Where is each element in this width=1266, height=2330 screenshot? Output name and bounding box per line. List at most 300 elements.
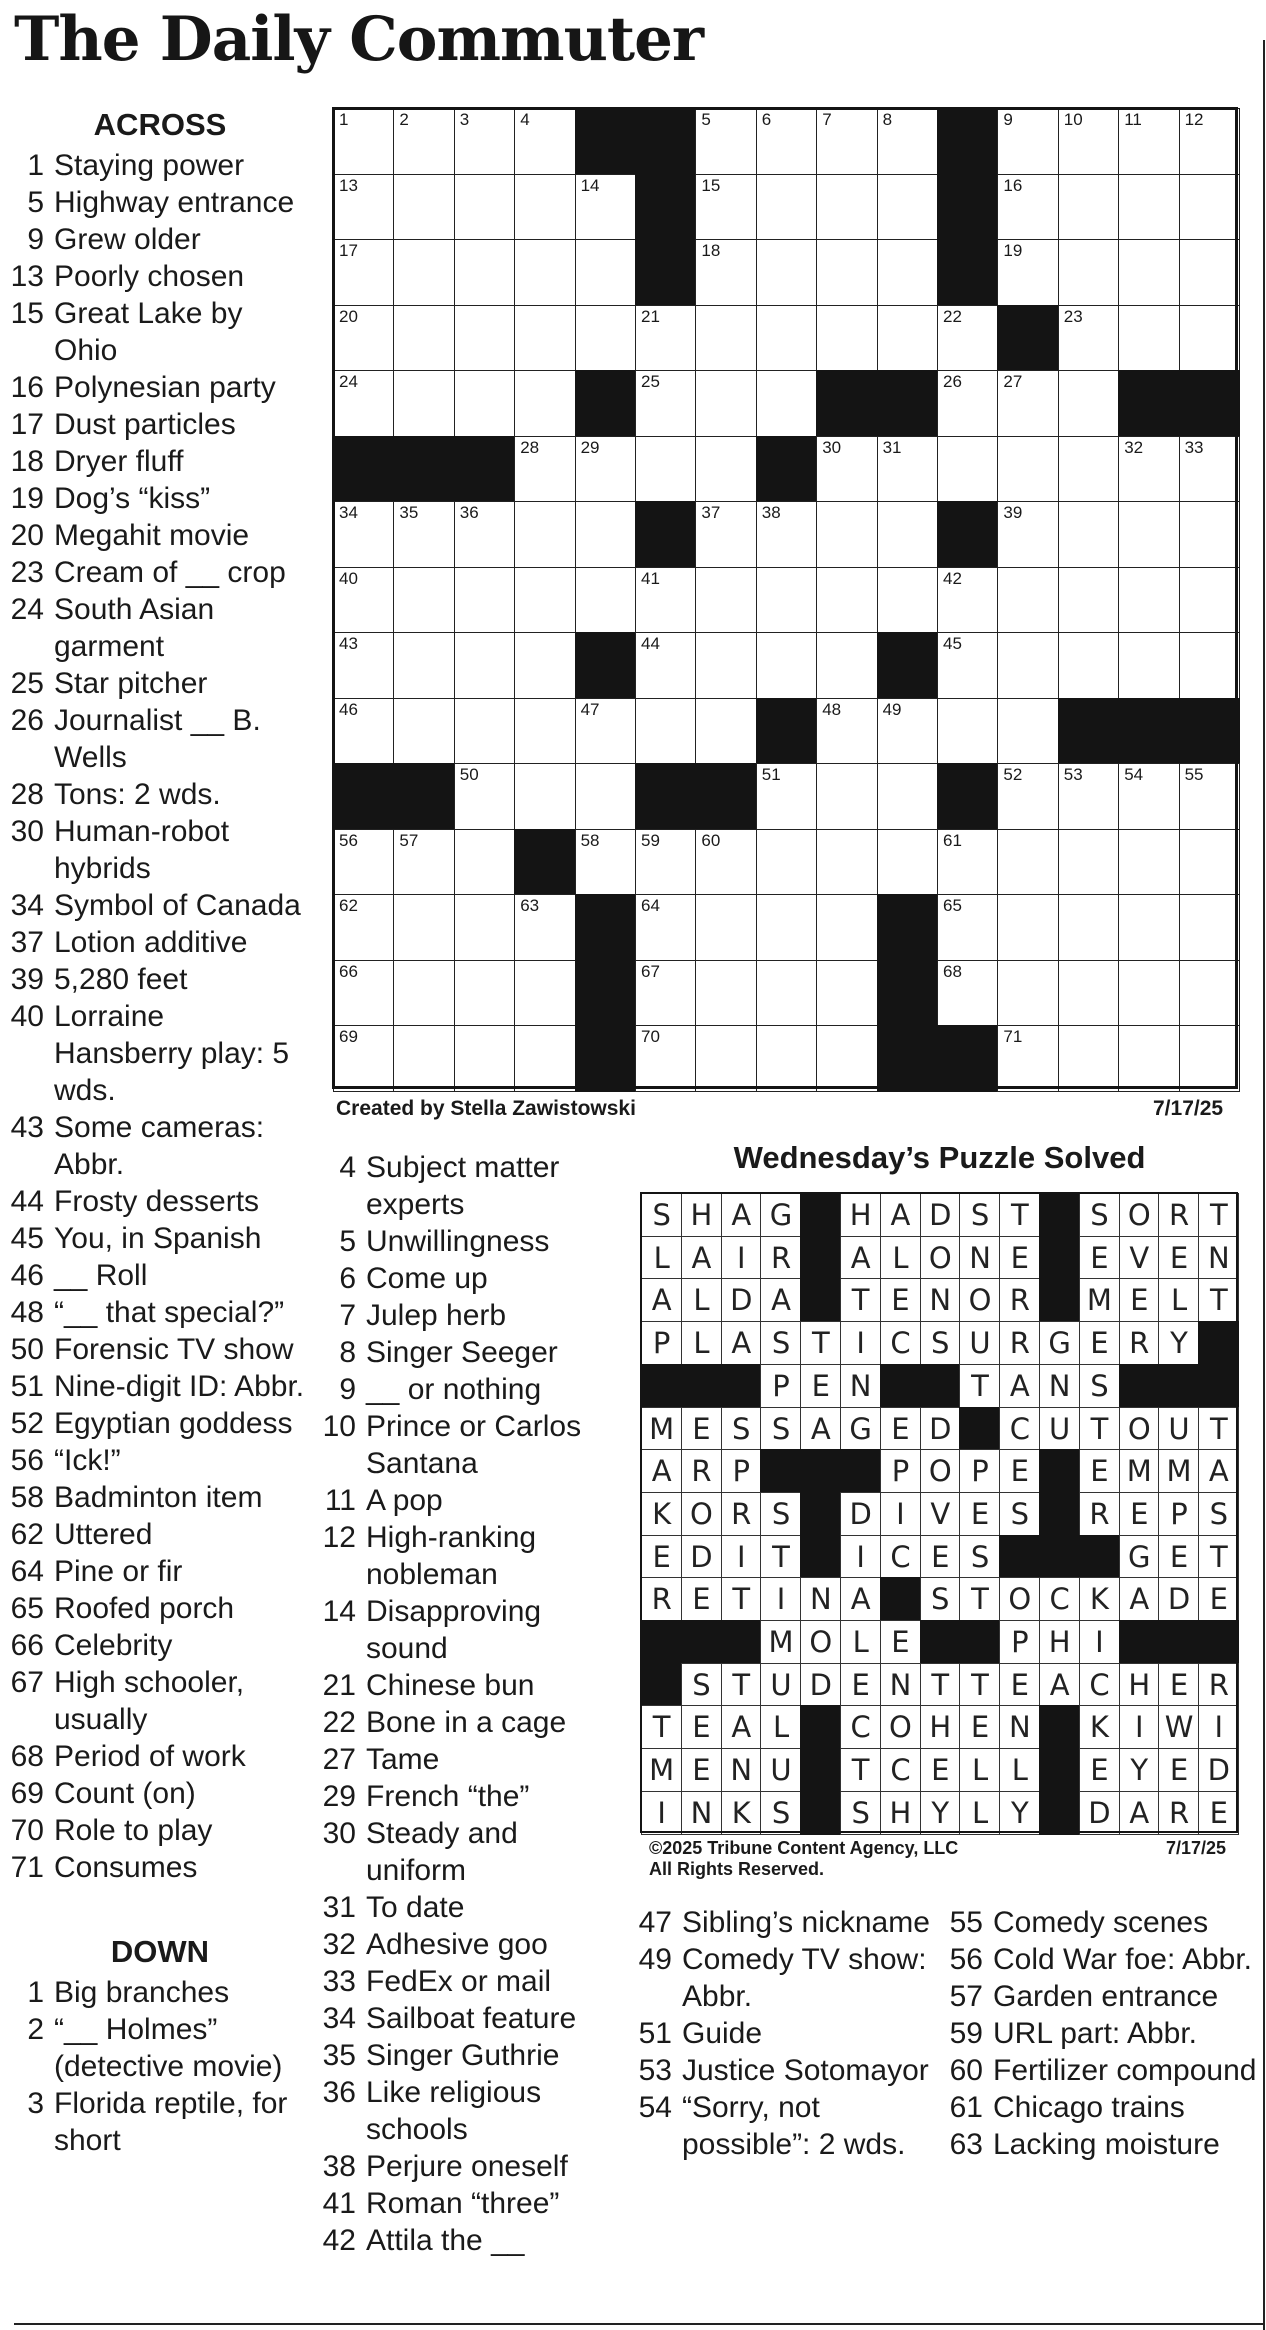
- grid-cell[interactable]: [1058, 763, 1120, 830]
- grid-cell[interactable]: [333, 567, 395, 634]
- grid-cell[interactable]: [695, 829, 757, 896]
- grid-cell[interactable]: [454, 632, 516, 699]
- grid-cell[interactable]: [756, 960, 818, 1027]
- grid-cell[interactable]: [816, 108, 878, 175]
- solution-letter: D: [840, 1492, 881, 1536]
- grid-cell[interactable]: [454, 108, 516, 175]
- grid-cell[interactable]: [997, 1025, 1059, 1092]
- clue-text: Chicago trains: [993, 2091, 1185, 2124]
- solution-letter: C: [880, 1535, 921, 1579]
- solution-block: [880, 1364, 921, 1408]
- grid-cell[interactable]: [333, 174, 395, 241]
- grid-cell[interactable]: [514, 763, 576, 830]
- solution-letter: C: [1079, 1663, 1120, 1707]
- grid-cell[interactable]: [937, 894, 999, 961]
- grid-cell[interactable]: [333, 108, 395, 175]
- grid-cell[interactable]: [997, 174, 1059, 241]
- solution-letter: T: [1198, 1278, 1239, 1322]
- solution-letter: P: [959, 1449, 1000, 1493]
- grid-cell[interactable]: [816, 436, 878, 503]
- grid-cell[interactable]: [1118, 174, 1180, 241]
- grid-cell[interactable]: [454, 501, 516, 568]
- clue-text: To date: [366, 1891, 465, 1924]
- solution-block: [800, 1535, 841, 1579]
- clue-number: 1: [27, 1976, 44, 2009]
- clue-number: 11: [324, 1484, 356, 1517]
- solution-letter: V: [920, 1492, 961, 1536]
- grid-cell[interactable]: [1179, 239, 1241, 306]
- grid-cell[interactable]: [1179, 1025, 1241, 1092]
- grid-cell[interactable]: [1058, 960, 1120, 1027]
- clue-number: 30: [10, 815, 44, 848]
- grid-cell[interactable]: [393, 1025, 455, 1092]
- grid-cell[interactable]: [454, 829, 516, 896]
- grid-cell[interactable]: [1179, 894, 1241, 961]
- solution-block: [1039, 1492, 1080, 1536]
- solution-letter: S: [1079, 1193, 1120, 1237]
- grid-cell[interactable]: [1118, 632, 1180, 699]
- clue-number: 16: [10, 371, 44, 404]
- grid-cell[interactable]: [816, 632, 878, 699]
- grid-block: [816, 370, 878, 437]
- clue-item: [10, 961, 310, 998]
- cell-number: 59: [641, 830, 660, 850]
- grid-cell[interactable]: [997, 698, 1059, 765]
- clue-text: Cold War foe: Abbr.: [993, 1943, 1253, 1976]
- solution-letter: O: [1119, 1193, 1160, 1237]
- grid-cell[interactable]: [1179, 436, 1241, 503]
- cell-number: 10: [1063, 110, 1083, 129]
- grid-cell[interactable]: [454, 960, 516, 1027]
- clue-text: Comedy scenes: [993, 1906, 1209, 1939]
- grid-cell[interactable]: [937, 829, 999, 896]
- grid-cell[interactable]: [514, 305, 576, 372]
- solution-letter: E: [880, 1407, 921, 1451]
- clue-item: [10, 1220, 310, 1257]
- clue-number: 46: [10, 1259, 44, 1292]
- grid-cell[interactable]: [816, 763, 878, 830]
- grid-cell[interactable]: [454, 763, 516, 830]
- grid-cell[interactable]: [333, 1025, 395, 1092]
- grid-cell[interactable]: [1179, 632, 1241, 699]
- grid-cell[interactable]: [635, 436, 697, 503]
- grid-cell[interactable]: [997, 960, 1059, 1027]
- grid-block: [937, 501, 999, 568]
- masthead-title: The Daily Commuter: [14, 4, 704, 75]
- solution-letter: R: [999, 1321, 1040, 1365]
- grid-cell[interactable]: [635, 960, 697, 1027]
- grid-cell[interactable]: [454, 1025, 516, 1092]
- clue-text: Julep herb: [366, 1299, 507, 1332]
- clue-item: [638, 2052, 938, 2089]
- cell-number: 37: [701, 503, 721, 522]
- cell-number: 6: [761, 110, 772, 129]
- grid-cell[interactable]: [1118, 894, 1180, 961]
- grid-cell[interactable]: [937, 632, 999, 699]
- grid-cell[interactable]: [575, 763, 637, 830]
- grid-cell[interactable]: [816, 894, 878, 961]
- clue-text: Come up: [366, 1262, 488, 1295]
- grid-cell[interactable]: [756, 632, 818, 699]
- solution-letter: O: [959, 1278, 1000, 1322]
- grid-cell[interactable]: [877, 174, 939, 241]
- solution-letter: A: [721, 1705, 762, 1749]
- clue-item: [949, 2126, 1259, 2163]
- grid-cell[interactable]: [997, 436, 1059, 503]
- grid-cell[interactable]: [756, 763, 818, 830]
- grid-cell[interactable]: [393, 894, 455, 961]
- solution-letter: D: [1198, 1748, 1239, 1792]
- grid-cell[interactable]: [575, 698, 637, 765]
- grid-cell[interactable]: [1058, 894, 1120, 961]
- grid-cell[interactable]: [333, 894, 395, 961]
- grid-cell[interactable]: [1118, 763, 1180, 830]
- clue-item: [10, 369, 310, 406]
- grid-cell[interactable]: [997, 763, 1059, 830]
- grid-cell[interactable]: [1058, 829, 1120, 896]
- clue-number: 70: [10, 1814, 44, 1847]
- grid-cell[interactable]: [937, 436, 999, 503]
- grid-cell[interactable]: [695, 174, 757, 241]
- clue-number: 35: [322, 2039, 356, 2072]
- grid-cell[interactable]: [937, 305, 999, 372]
- grid-cell[interactable]: [1179, 763, 1241, 830]
- grid-cell[interactable]: [514, 567, 576, 634]
- clue-item: [949, 2089, 1259, 2126]
- grid-cell[interactable]: [514, 632, 576, 699]
- grid-cell[interactable]: [635, 894, 697, 961]
- grid-cell[interactable]: [816, 567, 878, 634]
- grid-cell[interactable]: [997, 370, 1059, 437]
- grid-block: [393, 763, 455, 830]
- grid-cell[interactable]: [393, 567, 455, 634]
- grid-cell[interactable]: [635, 305, 697, 372]
- grid-cell[interactable]: [1179, 174, 1241, 241]
- clue-text: Perjure oneself: [366, 2150, 568, 2183]
- grid-cell[interactable]: [575, 567, 637, 634]
- grid-cell[interactable]: [695, 305, 757, 372]
- clue-text: “__ Holmes” (detective movie): [54, 2013, 283, 2083]
- grid-cell[interactable]: [333, 501, 395, 568]
- solution-letter: A: [760, 1278, 801, 1322]
- grid-cell[interactable]: [1058, 567, 1120, 634]
- grid-cell[interactable]: [756, 501, 818, 568]
- grid-cell[interactable]: [514, 1025, 576, 1092]
- grid-cell[interactable]: [333, 632, 395, 699]
- grid-cell[interactable]: [1179, 108, 1241, 175]
- grid-cell[interactable]: [877, 436, 939, 503]
- grid-cell[interactable]: [695, 960, 757, 1027]
- grid-cell[interactable]: [514, 370, 576, 437]
- grid-cell[interactable]: [997, 501, 1059, 568]
- grid-block: [454, 436, 516, 503]
- clue-text: Lotion additive: [54, 926, 248, 959]
- grid-cell[interactable]: [937, 567, 999, 634]
- grid-cell[interactable]: [997, 239, 1059, 306]
- grid-cell[interactable]: [1058, 370, 1120, 437]
- grid-cell[interactable]: [575, 239, 637, 306]
- grid-cell[interactable]: [1058, 436, 1120, 503]
- grid-cell[interactable]: [1118, 960, 1180, 1027]
- grid-cell[interactable]: [393, 698, 455, 765]
- grid-cell[interactable]: [695, 632, 757, 699]
- grid-block: [1179, 370, 1241, 437]
- grid-cell[interactable]: [877, 567, 939, 634]
- grid-cell[interactable]: [997, 567, 1059, 634]
- solution-letter: U: [760, 1748, 801, 1792]
- clue-number: 62: [10, 1518, 44, 1551]
- solution-letter: R: [1198, 1663, 1239, 1707]
- grid-cell[interactable]: [454, 567, 516, 634]
- grid-block: [575, 370, 637, 437]
- grid-cell[interactable]: [333, 829, 395, 896]
- clue-item: [10, 1775, 310, 1812]
- grid-cell[interactable]: [454, 239, 516, 306]
- grid-cell[interactable]: [695, 370, 757, 437]
- clue-text: Staying power: [54, 149, 245, 182]
- grid-cell[interactable]: [695, 239, 757, 306]
- grid-cell[interactable]: [1118, 829, 1180, 896]
- grid-cell[interactable]: [877, 763, 939, 830]
- grid-cell[interactable]: [333, 370, 395, 437]
- solution-letter: V: [1119, 1236, 1160, 1280]
- grid-cell[interactable]: [1118, 1025, 1180, 1092]
- grid-cell[interactable]: [514, 174, 576, 241]
- grid-cell[interactable]: [816, 239, 878, 306]
- solution-letter: E: [1158, 1236, 1199, 1280]
- solution-letter: O: [920, 1449, 961, 1493]
- grid-cell[interactable]: [877, 829, 939, 896]
- grid-cell[interactable]: [575, 829, 637, 896]
- grid-cell[interactable]: [695, 1025, 757, 1092]
- grid-cell[interactable]: [695, 698, 757, 765]
- grid-cell[interactable]: [997, 829, 1059, 896]
- grid-cell[interactable]: [454, 698, 516, 765]
- grid-cell[interactable]: [393, 632, 455, 699]
- cell-number: 64: [641, 896, 660, 915]
- grid-cell[interactable]: [635, 567, 697, 634]
- grid-cell[interactable]: [454, 174, 516, 241]
- grid-cell[interactable]: [816, 1025, 878, 1092]
- grid-cell[interactable]: [514, 436, 576, 503]
- grid-cell[interactable]: [575, 436, 637, 503]
- grid-cell[interactable]: [393, 829, 455, 896]
- grid-cell[interactable]: [393, 501, 455, 568]
- clue-item: [10, 295, 310, 369]
- grid-cell[interactable]: [1179, 567, 1241, 634]
- clue-number: 71: [10, 1851, 44, 1884]
- clue-number: 34: [10, 889, 44, 922]
- grid-cell[interactable]: [1118, 305, 1180, 372]
- clue-item: [638, 1904, 938, 1941]
- clue-text: Disapproving sound: [366, 1595, 542, 1665]
- clue-text: Garden entrance: [993, 1980, 1219, 2013]
- grid-cell[interactable]: [1058, 108, 1120, 175]
- cell-number: 35: [399, 503, 419, 522]
- grid-cell[interactable]: [635, 829, 697, 896]
- clue-item: [322, 1667, 622, 1704]
- grid-cell[interactable]: [756, 305, 818, 372]
- grid-cell[interactable]: [1118, 501, 1180, 568]
- clue-text: Count (on): [54, 1777, 196, 1810]
- grid-cell[interactable]: [514, 501, 576, 568]
- grid-cell[interactable]: [756, 370, 818, 437]
- clue-item: [10, 1479, 310, 1516]
- grid-cell[interactable]: [575, 174, 637, 241]
- grid-cell[interactable]: [997, 894, 1059, 961]
- solution-letter: L: [681, 1278, 722, 1322]
- clue-text: Bone in a cage: [366, 1706, 567, 1739]
- grid-cell[interactable]: [333, 305, 395, 372]
- clue-item: [10, 1664, 310, 1738]
- grid-cell[interactable]: [1058, 632, 1120, 699]
- grid-cell[interactable]: [816, 829, 878, 896]
- grid-cell[interactable]: [514, 960, 576, 1027]
- solution-block: [920, 1620, 961, 1664]
- grid-cell[interactable]: [454, 305, 516, 372]
- clue-number: 45: [10, 1222, 44, 1255]
- section-spacer: [10, 1886, 310, 1930]
- clue-text: Singer Guthrie: [366, 2039, 560, 2072]
- grid-cell[interactable]: [635, 698, 697, 765]
- solution-letter: G: [1039, 1321, 1080, 1365]
- grid-cell[interactable]: [756, 567, 818, 634]
- grid-cell[interactable]: [393, 108, 455, 175]
- solution-letter: A: [880, 1193, 921, 1237]
- clue-item: [322, 1593, 622, 1667]
- grid-cell[interactable]: [695, 108, 757, 175]
- solution-letter: I: [1198, 1705, 1239, 1749]
- grid-cell[interactable]: [454, 370, 516, 437]
- solution-letter: C: [880, 1748, 921, 1792]
- grid-cell[interactable]: [514, 108, 576, 175]
- grid-cell[interactable]: [1058, 501, 1120, 568]
- grid-cell[interactable]: [454, 894, 516, 961]
- grid-cell[interactable]: [333, 239, 395, 306]
- cell-number: 43: [339, 634, 358, 653]
- grid-cell[interactable]: [1118, 436, 1180, 503]
- grid-cell[interactable]: [393, 960, 455, 1027]
- grid-cell[interactable]: [575, 501, 637, 568]
- grid-cell[interactable]: [333, 698, 395, 765]
- solution-letter: D: [1158, 1577, 1199, 1621]
- grid-cell[interactable]: [1179, 829, 1241, 896]
- solution-letter: P: [880, 1449, 921, 1493]
- grid-cell[interactable]: [393, 239, 455, 306]
- grid-cell[interactable]: [937, 960, 999, 1027]
- solution-letter: R: [1119, 1321, 1160, 1365]
- grid-cell[interactable]: [937, 698, 999, 765]
- clue-number: 42: [322, 2224, 356, 2257]
- grid-cell[interactable]: [695, 436, 757, 503]
- grid-cell[interactable]: [695, 501, 757, 568]
- clue-number: 7: [339, 1299, 356, 1332]
- grid-cell[interactable]: [514, 698, 576, 765]
- grid-cell[interactable]: [816, 960, 878, 1027]
- grid-cell[interactable]: [877, 239, 939, 306]
- solution-letter: L: [959, 1791, 1000, 1835]
- clue-text: Dog’s “kiss”: [54, 482, 211, 515]
- solution-block: [800, 1492, 841, 1536]
- grid-cell[interactable]: [877, 305, 939, 372]
- grid-cell[interactable]: [393, 305, 455, 372]
- solution-letter: I: [1119, 1705, 1160, 1749]
- grid-cell[interactable]: [877, 698, 939, 765]
- grid-cell[interactable]: [816, 174, 878, 241]
- grid-cell[interactable]: [816, 501, 878, 568]
- grid-cell[interactable]: [1058, 174, 1120, 241]
- grid-cell[interactable]: [997, 108, 1059, 175]
- down-clues-column-1: [322, 1149, 622, 2259]
- grid-cell[interactable]: [1118, 567, 1180, 634]
- solution-letter: E: [1198, 1791, 1239, 1835]
- grid-cell[interactable]: [816, 305, 878, 372]
- grid-cell[interactable]: [635, 632, 697, 699]
- grid-cell[interactable]: [514, 894, 576, 961]
- grid-cell[interactable]: [393, 370, 455, 437]
- grid-cell[interactable]: [756, 894, 818, 961]
- grid-cell[interactable]: [1118, 108, 1180, 175]
- solution-letter: S: [760, 1791, 801, 1835]
- solution-letter: T: [959, 1577, 1000, 1621]
- grid-cell[interactable]: [816, 698, 878, 765]
- grid-cell[interactable]: [877, 108, 939, 175]
- clue-text: Roman “three”: [366, 2187, 560, 2220]
- grid-cell[interactable]: [1179, 501, 1241, 568]
- grid-cell[interactable]: [997, 632, 1059, 699]
- grid-cell[interactable]: [514, 239, 576, 306]
- clue-item: [10, 813, 310, 887]
- grid-cell[interactable]: [635, 1025, 697, 1092]
- grid-cell[interactable]: [1058, 305, 1120, 372]
- solution-letter: A: [1198, 1449, 1239, 1493]
- solution-letter: D: [920, 1193, 961, 1237]
- grid-block: [937, 763, 999, 830]
- solution-letter: A: [840, 1236, 881, 1280]
- grid-cell[interactable]: [756, 1025, 818, 1092]
- cell-number: 54: [1124, 765, 1144, 784]
- solution-letter: T: [641, 1705, 682, 1749]
- grid-cell[interactable]: [1179, 960, 1241, 1027]
- grid-cell[interactable]: [1179, 305, 1241, 372]
- grid-cell[interactable]: [756, 108, 818, 175]
- solution-letter: G: [840, 1407, 881, 1451]
- grid-block: [937, 108, 999, 175]
- grid-cell[interactable]: [695, 894, 757, 961]
- grid-cell[interactable]: [1118, 239, 1180, 306]
- grid-cell[interactable]: [877, 501, 939, 568]
- grid-cell[interactable]: [937, 370, 999, 437]
- solution-letter: N: [840, 1364, 881, 1408]
- grid-cell[interactable]: [1058, 239, 1120, 306]
- grid-cell[interactable]: [635, 370, 697, 437]
- clue-item: [322, 2222, 622, 2259]
- grid-cell[interactable]: [333, 960, 395, 1027]
- grid-block: [937, 239, 999, 306]
- solution-letter: L: [760, 1705, 801, 1749]
- grid-cell[interactable]: [575, 305, 637, 372]
- cell-number: 71: [1003, 1027, 1023, 1046]
- grid-cell[interactable]: [756, 174, 818, 241]
- clue-item: [10, 591, 310, 665]
- grid-cell[interactable]: [756, 829, 818, 896]
- grid-cell[interactable]: [695, 567, 757, 634]
- cell-number: 18: [701, 241, 721, 260]
- solution-letter: E: [999, 1449, 1040, 1493]
- grid-cell[interactable]: [756, 239, 818, 306]
- grid-cell[interactable]: [393, 174, 455, 241]
- grid-cell[interactable]: [1058, 1025, 1120, 1092]
